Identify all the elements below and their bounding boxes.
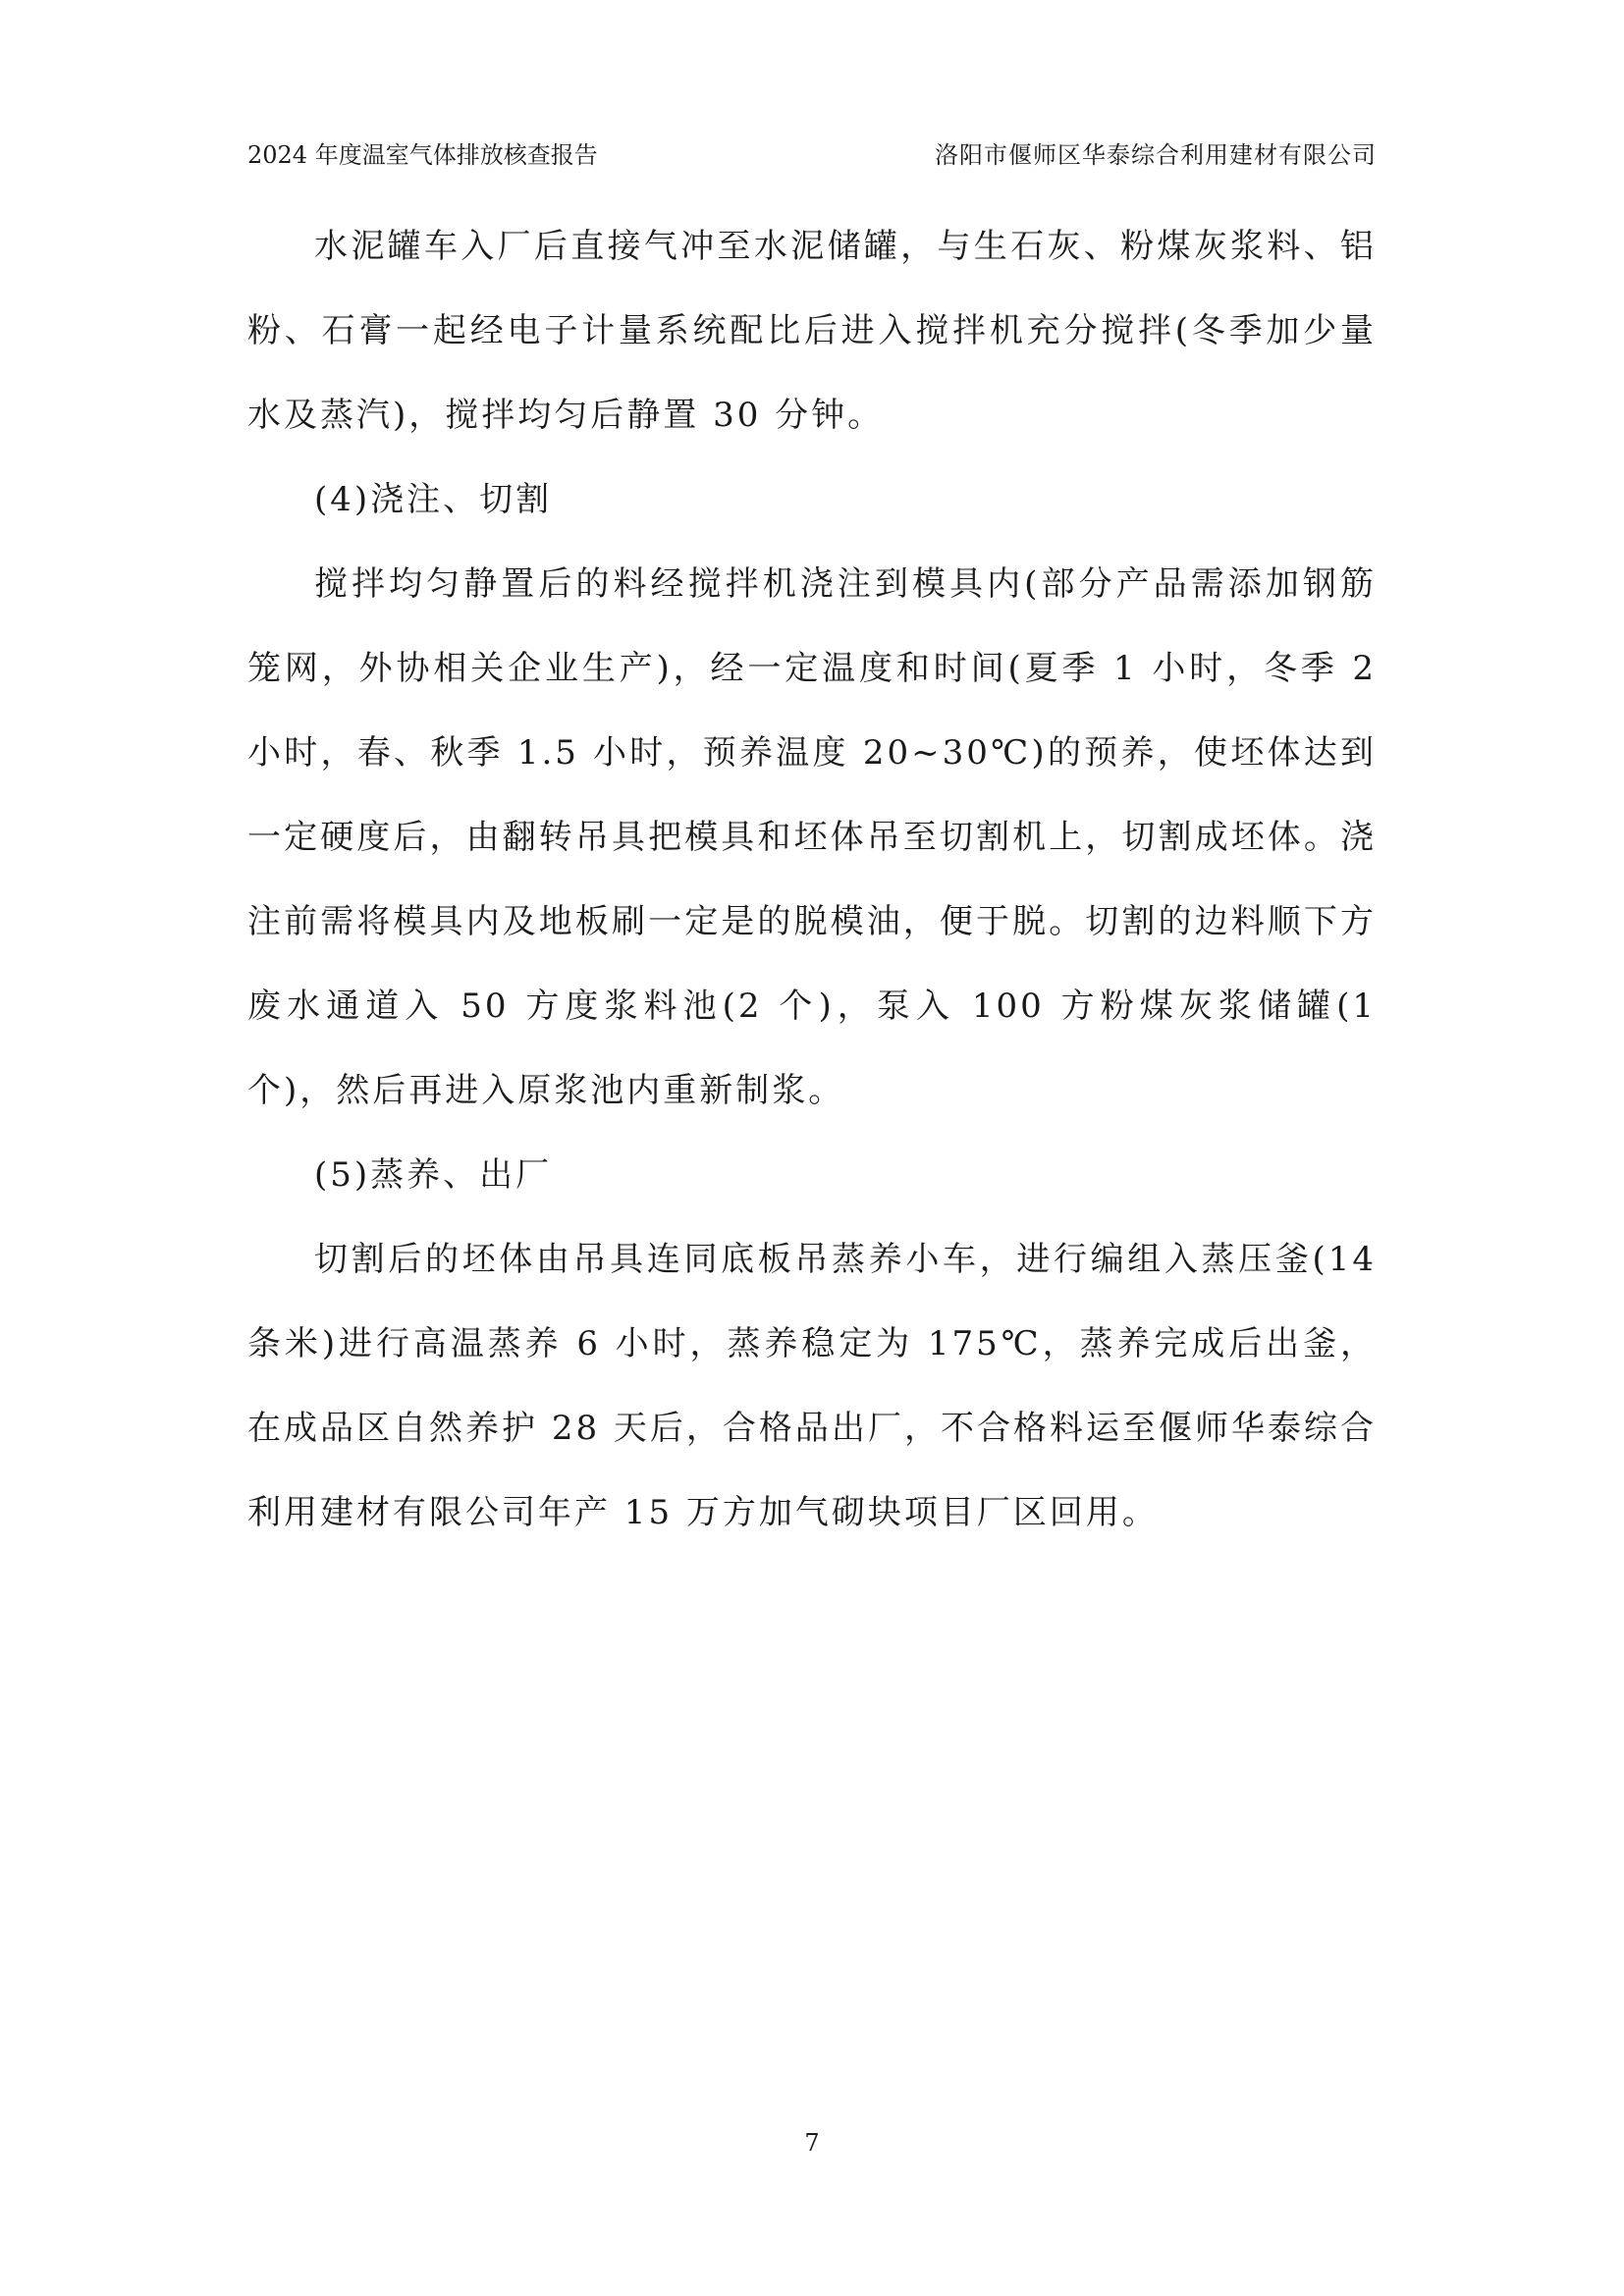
paragraph-mixing: 水泥罐车入厂后直接气冲至水泥储罐，与生石灰、粉煤灰浆料、铝粉、石膏一起经电子计量系统配比后进入搅拌机充分搅拌(冬季加少量水及蒸汽)，搅拌均匀后静置 30 分钟。 bbox=[247, 227, 1377, 435]
document-body bbox=[247, 204, 1377, 1555]
section-heading-pouring-cutting: (4)浇注、切割 bbox=[314, 480, 553, 519]
header-divider bbox=[247, 185, 1377, 186]
company-name: 洛阳市偃师区华泰综合利用建材有限公司 bbox=[935, 141, 1377, 169]
page-header bbox=[247, 135, 1377, 175]
paragraph-pouring-cutting: 搅拌均匀静置后的料经搅拌机浇注到模具内(部分产品需添加钢筋笼网，外协相关企业生产)，经一定温度和时间(夏季 1 小时，冬季 2 小时，春、秋季 1.5 小时，预养温度 20~30℃)的预养，使坯体达到一定硬度后，由翻转吊具把模具和坯体吊至切割机上，切割成坯体。浇注前需将模具内及地板刷一定是的脱模油，便于脱。切割的边料顺下方废水通道入 50 方度浆料池(2 个)，泵入 100 方粉煤灰浆储罐(1 个)，然后再进入原浆池内重新制浆。 bbox=[247, 564, 1377, 1110]
page-number: 7 bbox=[804, 2129, 820, 2157]
report-title: 2024 年度温室气体排放核查报告 bbox=[247, 141, 598, 169]
section-heading-curing-shipping: (5)蒸养、出厂 bbox=[314, 1155, 553, 1195]
paragraph-curing-shipping: 切割后的坯体由吊具连同底板吊蒸养小车，进行编组入蒸压釜(14 条米)进行高温蒸养 6 小时，蒸养稳定为 175℃，蒸养完成后出釜，在成品区自然养护 28 天后，合格品出厂，不合格料运至偃师华泰综合利用建材有限公司年产 15 万方加气砌块项目厂区回用。 bbox=[247, 1240, 1377, 1532]
